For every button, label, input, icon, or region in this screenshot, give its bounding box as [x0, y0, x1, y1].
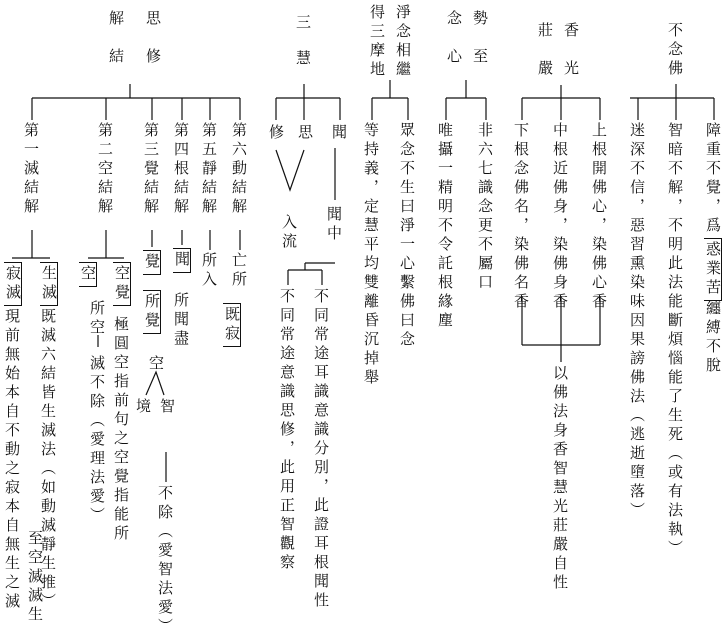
group-title: 淨念相繼 — [394, 4, 412, 80]
branch-text: 等持義，定慧平均雙離昏沉掉舉 — [362, 122, 380, 388]
group-title: 念 心 — [445, 10, 463, 67]
branch-text: 上根開佛心，染佛心香 — [590, 122, 608, 312]
boxed-term: 既寂 — [223, 303, 241, 347]
knot-detail: 空 — [147, 355, 165, 374]
branch-label: 入流 — [280, 214, 298, 252]
branch-label: 修 — [267, 124, 285, 143]
knot-detail: 境 — [134, 398, 152, 417]
knot-label: 第一滅結解 — [22, 122, 40, 217]
knot-label: 第三覺結解 — [142, 122, 160, 217]
result-text: 不同常途耳識意識分別，此證耳根聞性 — [312, 288, 330, 611]
summary-text: 以佛法身香智慧光莊嚴自性 — [551, 365, 569, 593]
knot-detail: 所聞盡 — [172, 292, 190, 349]
branch-text: 非六七識念更不屬口 — [476, 122, 494, 293]
knot-detail: 既滅六結皆生滅法（如動滅靜生推） — [39, 308, 57, 612]
boxed-term: 寂滅 — [4, 262, 22, 306]
group-title: 莊 嚴 — [536, 22, 554, 79]
boxed-term: 聞 — [173, 248, 191, 273]
branch-text: 智暗不解，不明此法能斷煩惱能了生死（或有法執） — [666, 122, 684, 559]
branch-text: 下根念佛名，染佛名香 — [512, 122, 530, 312]
branch-label: 聞 — [330, 124, 348, 143]
knot-detail: 極圓空指前句之空覺指能所 — [112, 316, 130, 544]
knot-detail: 智 — [158, 398, 176, 417]
group-title: 三 — [294, 14, 312, 49]
knot-label: 第六動結解 — [230, 122, 248, 217]
group-title: 解 結 — [107, 10, 125, 67]
boxed-term: 生滅 — [40, 262, 58, 306]
boxed-term: 覺 — [143, 250, 161, 275]
group-title: 不念佛 — [666, 22, 684, 79]
group-title: 香 光 — [562, 22, 580, 79]
knot-detail: 滅不除（愛理法愛） — [88, 355, 106, 526]
boxed-term: 空覺 — [113, 262, 131, 306]
knot-detail: 所空 — [88, 300, 106, 338]
branch-label: 聞中 — [325, 206, 343, 244]
knot-detail: 亡所 — [230, 252, 248, 290]
knot-detail: 所入 — [200, 252, 218, 290]
result-text: 不同常途意識思修，此用正智觀察 — [278, 288, 296, 573]
knot-label: 第二空結解 — [96, 122, 114, 217]
branch-text: 迷深不信，惡習熏染味因果謗佛法（逃逝墮落） — [628, 122, 646, 521]
branch-text: 中根近佛身，染佛身香 — [551, 122, 569, 312]
knot-label: 第四根結解 — [172, 122, 190, 217]
boxed-term: 所覺 — [143, 290, 161, 334]
branch-text: 纏縛不脫 — [704, 300, 722, 376]
knot-label: 第五靜結解 — [200, 122, 218, 217]
group-title: 得三摩地 — [368, 4, 386, 80]
branch-label: 思 — [296, 124, 314, 143]
knot-detail: 至空滅滅生 — [26, 530, 44, 625]
knot-detail: 現前無始本自不動之寂本自無生之滅 — [3, 308, 21, 612]
branch-text: 眾念不生曰淨一心繫佛曰念 — [398, 122, 416, 350]
branch-text: 唯攝一精明不令託根緣塵 — [436, 122, 454, 331]
boxed-term: 空 — [79, 262, 97, 287]
group-title: 思 修 — [144, 10, 162, 67]
group-title: 慧 — [294, 50, 312, 69]
group-title: 勢 至 — [471, 10, 489, 67]
knot-detail: 不除（愛智法愛） — [156, 485, 174, 637]
branch-text: 障重不覺，爲 — [704, 122, 722, 236]
boxed-term: 惑業苦 — [704, 238, 722, 301]
